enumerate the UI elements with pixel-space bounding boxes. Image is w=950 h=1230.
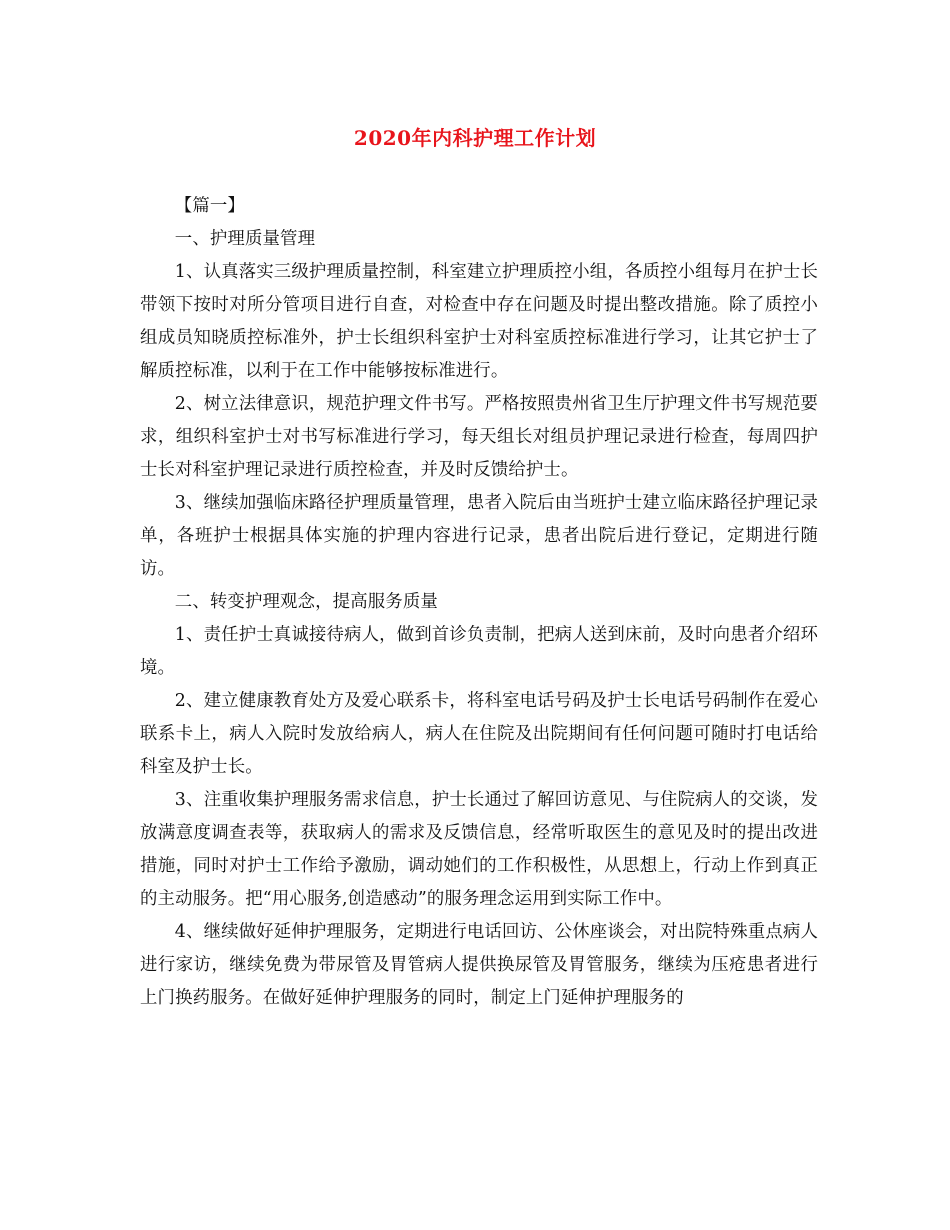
- paragraph: 1、责任护士真诚接待病人，做到首诊负责制，把病人送到床前，及时向患者介绍环境。: [140, 625, 818, 678]
- paragraph: 2、建立健康教育处方及爱心联系卡，将科室电话号码及护士长电话号码制作在爱心联系卡上，病人入院时发放给病人，病人在住院及出院期间有任何问题可随时打电话给科室及护士长。: [140, 691, 818, 777]
- section-label: 【篇一】: [174, 196, 245, 216]
- section-heading-quality-management: 一、护理质量管理: [174, 229, 316, 249]
- paragraph: 1、认真落实三级护理质量控制，科室建立护理质控小组，各质控小组每月在护士长带领下按时对所分管项目进行自查，对检查中存在问题及时提出整改措施。除了质控小组成员知晓质控标准外，护士长组织科室护士对科室质控标准进行学习，让其它护士了解质控标准，以利于在工作中能够按标准进行。: [140, 262, 818, 381]
- document-body: [140, 190, 818, 1015]
- document-title: 2020年内科护理工作计划: [353, 126, 597, 150]
- paragraph: 4、继续做好延伸护理服务，定期进行电话回访、公休座谈会，对出院特殊重点病人进行家访，继续免费为带尿管及胃管病人提供换尿管及胃管服务，继续为压疮患者进行上门换药服务。在做好延伸护理服务的同时，制定上门延伸护理服务的: [140, 922, 818, 1008]
- paragraph: 3、注重收集护理服务需求信息，护士长通过了解回访意见、与住院病人的交谈，发放满意度调查表等，获取病人的需求及反馈信息，经常听取医生的意见及时的提出改进措施，同时对护士工作给予激励，调动她们的工作积极性，从思想上，行动上作到真正的主动服务。把“用心服务,创造感动”的服务理念运用到实际工作中。: [140, 790, 818, 909]
- section-heading-service-quality: 二、转变护理观念，提高服务质量: [174, 592, 438, 612]
- paragraph: 2、树立法律意识，规范护理文件书写。严格按照贵州省卫生厅护理文件书写规范要求，组织科室护士对书写标准进行学习，每天组长对组员护理记录进行检查，每周四护士长对科室护理记录进行质控检查，并及时反馈给护士。: [140, 394, 818, 480]
- paragraph: 3、继续加强临床路径护理质量管理，患者入院后由当班护士建立临床路径护理记录单，各班护士根据具体实施的护理内容进行记录，患者出院后进行登记，定期进行随访。: [140, 493, 818, 579]
